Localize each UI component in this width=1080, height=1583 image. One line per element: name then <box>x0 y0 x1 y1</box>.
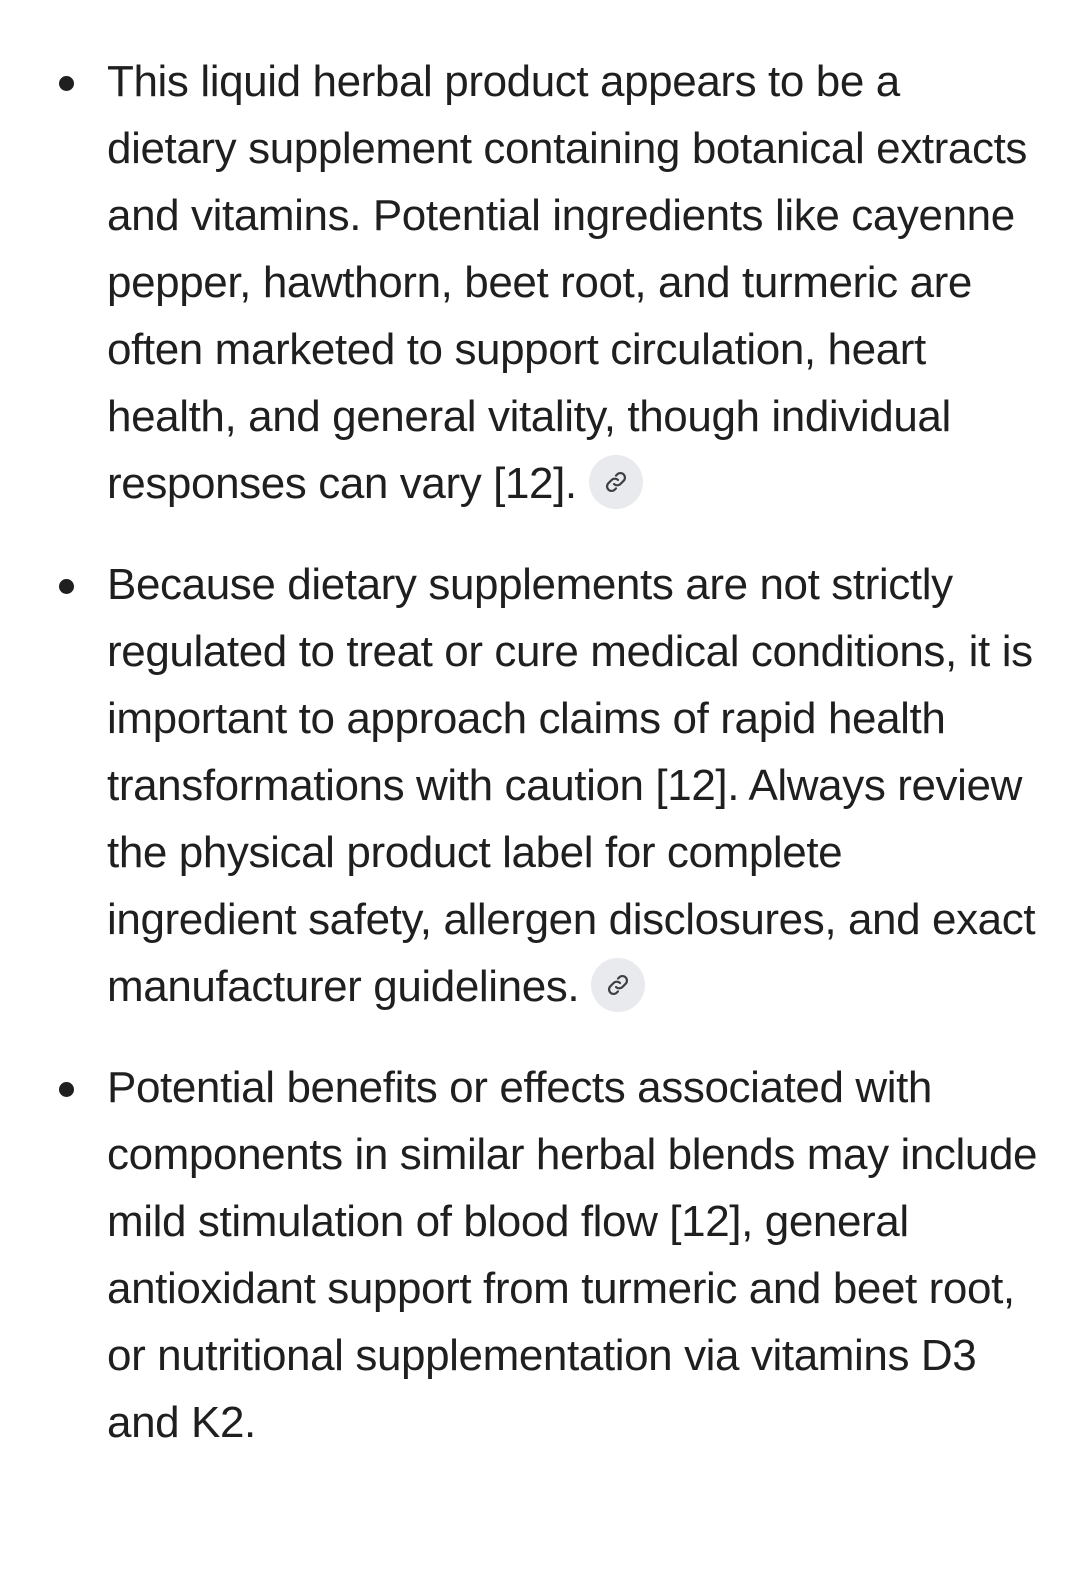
answer-bullet-list <box>0 48 1080 1490</box>
link-icon <box>606 973 630 997</box>
bullet-point <box>59 76 74 91</box>
list-item <box>0 1054 1080 1456</box>
source-link-button[interactable] <box>591 958 645 1012</box>
list-item <box>0 48 1080 517</box>
list-item-text: This liquid herbal product appears to be a dietary supplement containing botanical extracts and vitamins. Potential ingredients like cayenne pepper, hawthorn, beet root, and turmeric are often marketed to support circulation, heart health, and general vitality, though individual responses can vary [12]. <box>107 57 1028 508</box>
bullet-point <box>59 579 74 594</box>
bullet-point <box>59 1082 74 1097</box>
list-item-text: Because dietary supplements are not strictly regulated to treat or cure medical conditions, it is important to approach claims of rapid health transformations with caution [12]. Always review the physical product label for complete ingredient safety, allergen disclosures, and exact manufacturer guidelines. <box>107 560 1036 1011</box>
list-item-text: Potential benefits or effects associated with components in similar herbal blends may include mild stimulation of blood flow [12], general antioxidant support from turmeric and beet root, or nutritional supplementation via vitamins D3 and K2. <box>107 1063 1038 1447</box>
source-link-button[interactable] <box>589 455 643 509</box>
link-icon <box>604 470 628 494</box>
list-item <box>0 551 1080 1020</box>
